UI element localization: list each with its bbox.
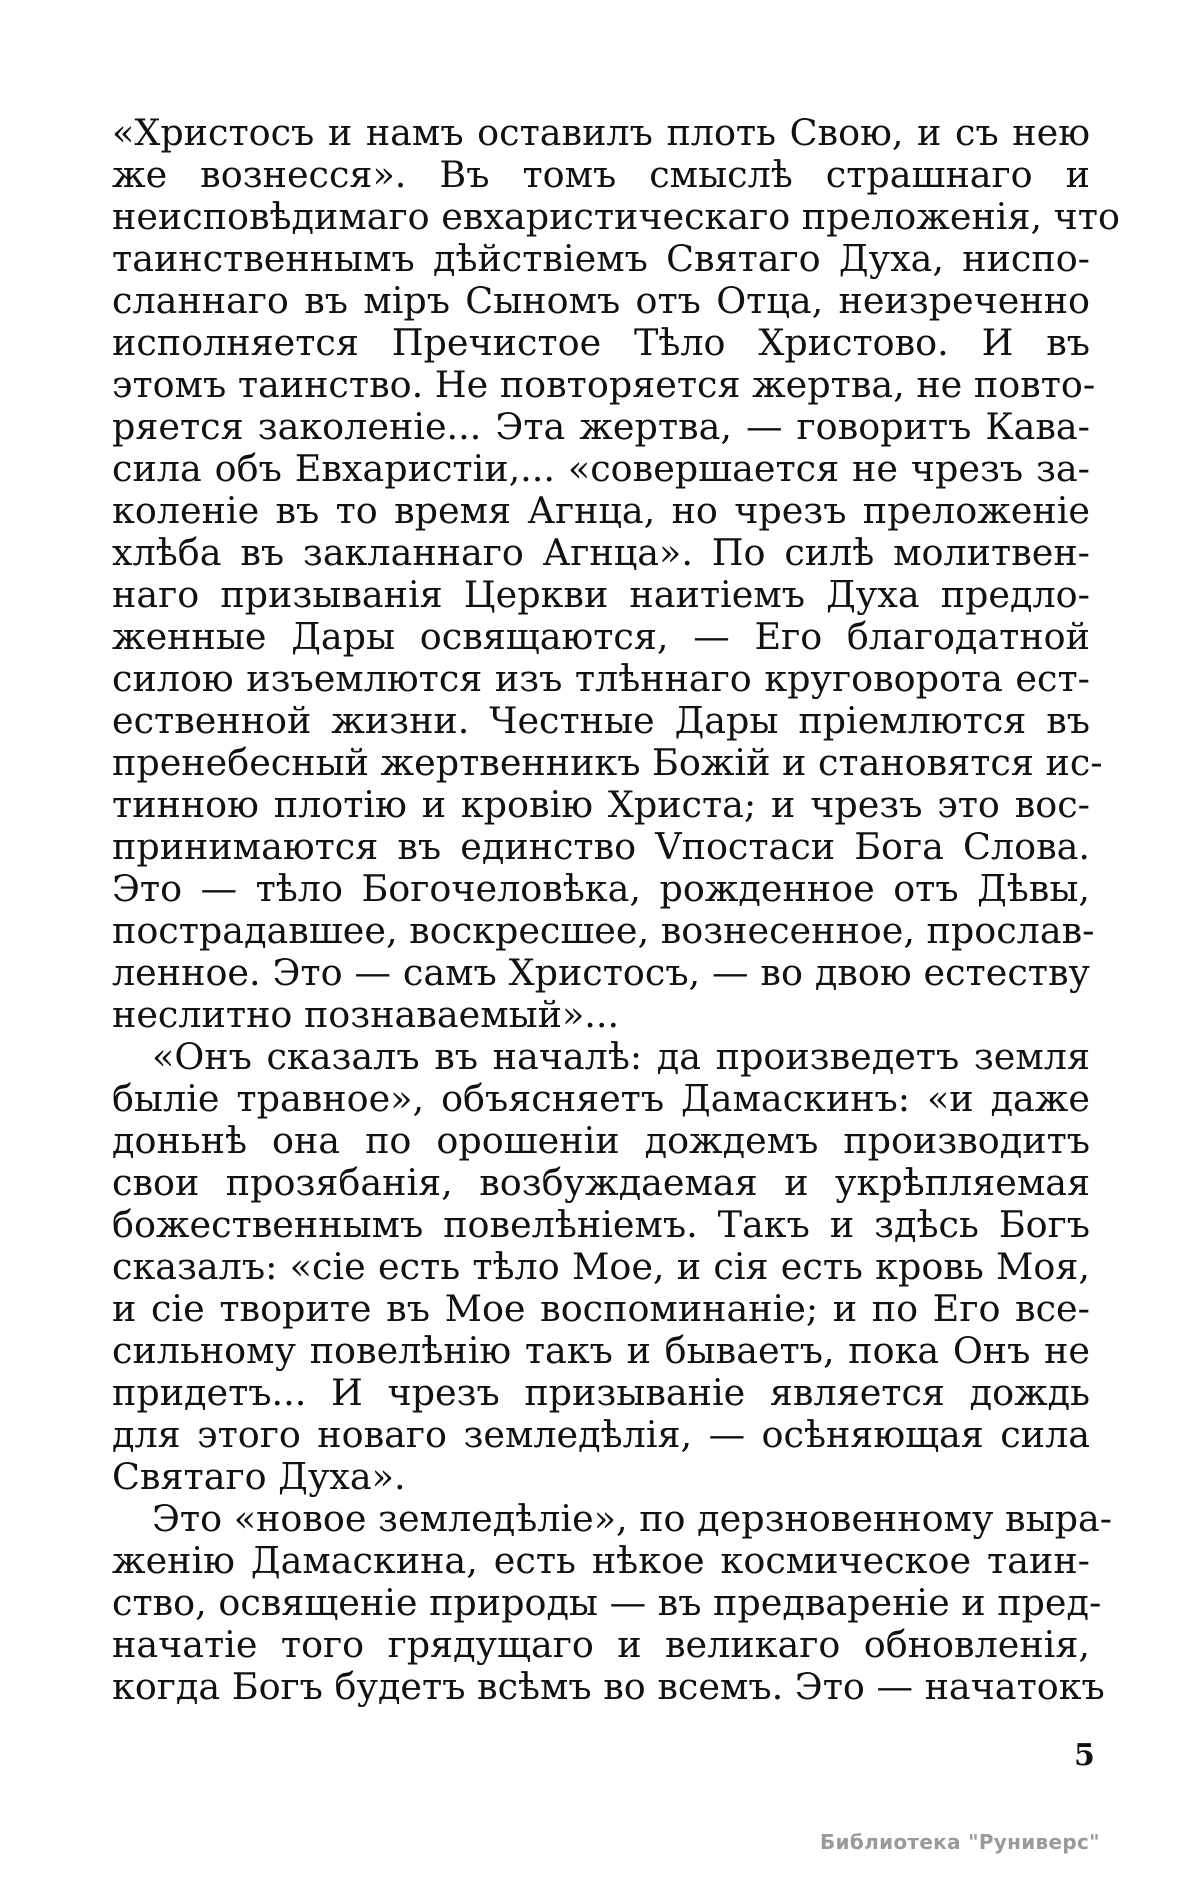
text-line: этомъ таинство. Не повторяется жертва, не повто-: [112, 363, 1096, 406]
text-line: когда Богъ будетъ всѣмъ во всемъ. Это — начатокъ: [112, 1665, 1105, 1708]
text-line: хлѣба въ закланнаго Агнца». По силѣ молитвен-: [112, 531, 1090, 574]
text-line: же вознесся». Въ томъ смыслѣ страшнаго и: [112, 153, 1090, 196]
text-line: коленіе въ то время Агнца, но чрезъ преложеніе: [112, 489, 1090, 532]
text-line: таинственнымъ дѣйствіемъ Святаго Духа, ниспо-: [112, 237, 1090, 280]
text-line: неисповѣдимаго евхаристическаго преложенія, что: [112, 195, 1120, 238]
text-line: ественной жизни. Честные Дары пріемлются въ: [112, 699, 1090, 742]
text-line: ленное. Это — самъ Христосъ, — во двою естеству: [112, 951, 1090, 994]
text-column: [112, 111, 1120, 1708]
text-line: свои прозябанія, возбуждаемая и укрѣпляемая: [112, 1161, 1090, 1204]
text-line: быліе травное», объясняетъ Дамаскинъ: «и даже: [112, 1077, 1090, 1120]
paragraph: [112, 1036, 1090, 1498]
text-line: женные Дары освящаются, — Его благодатной: [112, 615, 1090, 658]
page-body: [112, 111, 1120, 1708]
paragraph: [112, 1497, 1113, 1708]
text-line: силою изъемлются изъ тлѣннаго круговорота ест-: [112, 657, 1090, 700]
text-line: пренебесный жертвенникъ Божій и становятся ис-: [112, 741, 1103, 784]
text-line: «Онъ сказалъ въ началѣ: да произведетъ земля: [152, 1035, 1090, 1078]
text-line: для этого новаго земледѣлія, — осѣняющая сила: [112, 1413, 1090, 1456]
text-line: ство, освященіе природы — въ предвареніе и пред-: [112, 1581, 1102, 1624]
text-line: Святаго Духа».: [112, 1455, 406, 1498]
text-line: доньнѣ она по орошеніи дождемъ производитъ: [112, 1119, 1090, 1162]
text-line: тинною плотію и кровію Христа; и чрезъ это вос-: [112, 783, 1090, 826]
text-line: сила объ Евхаристіи,... «совершается не чрезъ за-: [112, 447, 1090, 490]
text-line: Это — тѣло Богочеловѣка, рожденное отъ Дѣвы,: [112, 867, 1090, 910]
text-line: неслитно познаваемый»...: [112, 993, 620, 1036]
text-line: ряется заколеніе... Эта жертва, — говоритъ Кава-: [112, 405, 1090, 448]
text-line: женію Дамаскина, есть нѣкое космическое таин-: [112, 1539, 1090, 1582]
text-line: сказалъ: «сіе есть тѣло Мое, и сія есть кровь Моя,: [112, 1245, 1090, 1288]
text-line: «Христосъ и намъ оставилъ плоть Свою, и съ нею: [112, 111, 1090, 154]
text-line: пострадавшее, воскресшее, вознесенное, прослав-: [112, 909, 1095, 952]
library-watermark: Библиотека "Руниверс": [820, 1830, 1100, 1854]
text-line: начатіе того грядущаго и великаго обновленія,: [112, 1623, 1090, 1666]
text-line: исполняется Пречистое Тѣло Христово. И въ: [112, 321, 1090, 364]
page-number: 5: [1074, 1738, 1095, 1773]
text-line: наго призыванія Церкви наитіемъ Духа предло-: [112, 573, 1090, 616]
text-line: Это «новое земледѣліе», по дерзновенному выра-: [152, 1497, 1113, 1540]
text-line: придетъ... И чрезъ призываніе является дождь: [112, 1371, 1090, 1414]
text-line: и сіе творите въ Мое воспоминаніе; и по Его все-: [112, 1287, 1090, 1330]
text-line: сильному повелѣнію такъ и бываетъ, пока Онъ не: [112, 1329, 1090, 1372]
text-line: принимаются въ единство Vпостаси Бога Слова.: [112, 825, 1090, 868]
paragraph: [112, 111, 1120, 1036]
text-line: сланнаго въ міръ Сыномъ отъ Отца, неизреченно: [112, 279, 1090, 322]
text-line: божественнымъ повелѣніемъ. Такъ и здѣсь Богъ: [112, 1203, 1090, 1246]
